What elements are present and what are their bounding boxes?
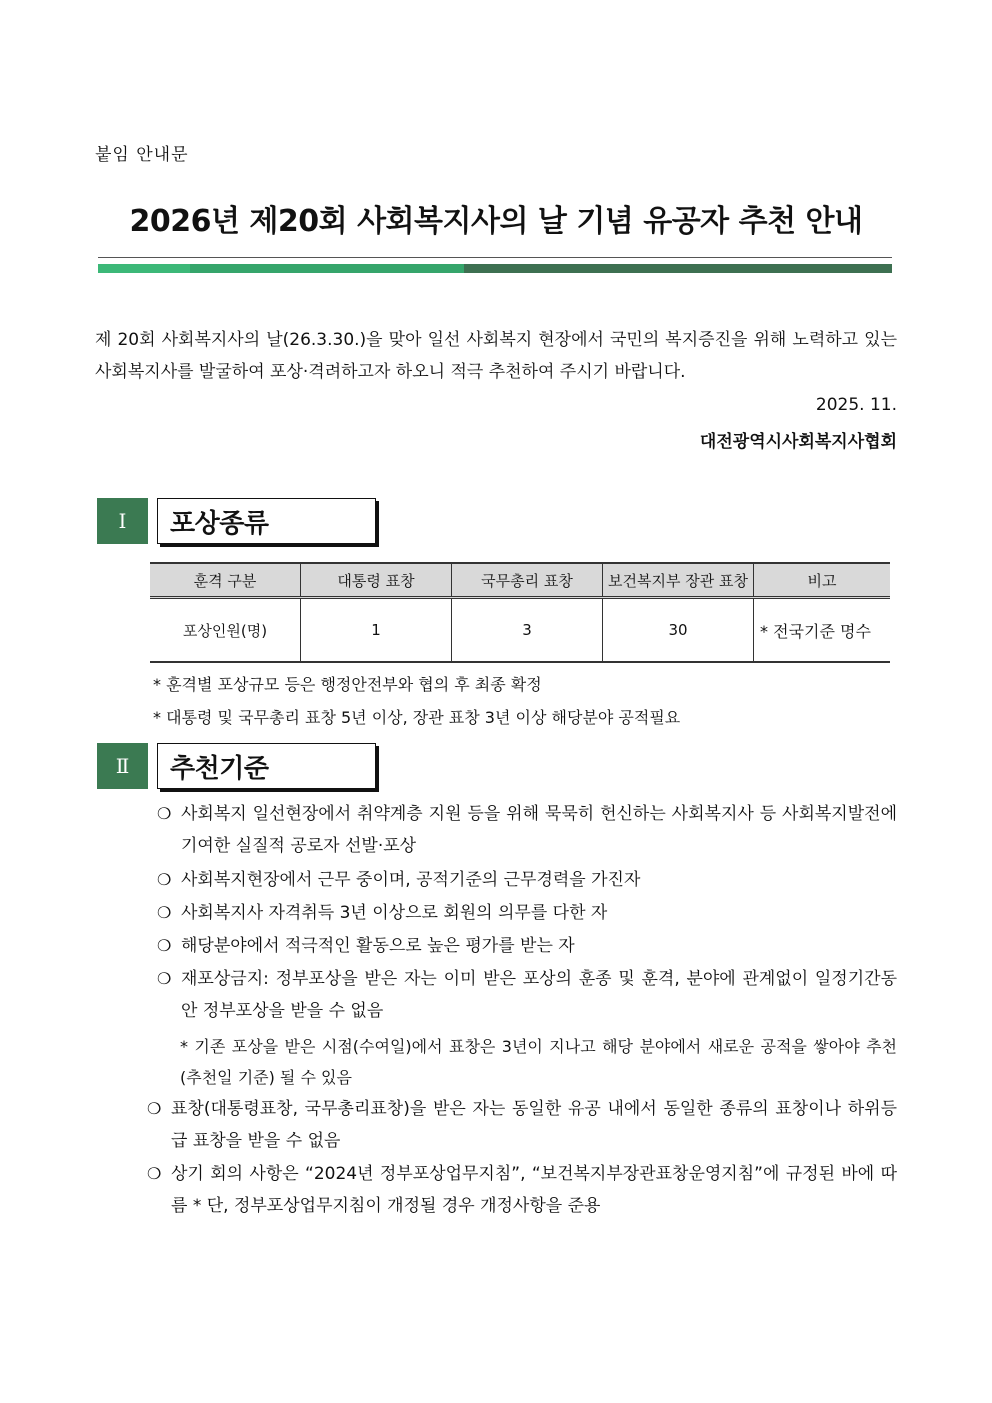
circle-bullet-icon: ❍ [157,870,172,889]
circle-bullet-icon: ❍ [157,936,172,955]
circle-bullet-icon: ❍ [157,804,172,823]
organization-name: 대전광역시사회복지사협회 [699,432,897,452]
issue-date: 2025. 11. [815,395,897,415]
circle-bullet-icon: ❍ [157,969,172,988]
section-2-number: Ⅱ [97,743,148,789]
section-1-note: * 훈격별 포상규모 등은 행정안전부와 협의 후 최종 확정 [153,675,542,694]
title-bar-light [98,264,190,273]
table-cell: 포상인원(명) [150,598,301,663]
list-item: ❍ 사회복지 일선현장에서 취약계층 지원 등을 위해 묵묵히 헌신하는 사회복지사 등 사회복지발전에 기여한 실질적 공로자 선발·포상 [157,798,897,862]
section-1-title: 포상종류 [157,498,376,544]
section-1-note: * 대통령 및 국무총리 표창 5년 이상, 장관 표창 3년 이상 해당분야 공적필요 [153,708,681,727]
list-item: ❍ 사회복지현장에서 근무 중이며, 공적기준의 근무경력을 가진자 [157,864,897,896]
section-2-title: 추천기준 [157,743,376,789]
table-header-cell: 비고 [754,563,891,598]
list-item: ❍ 해당분야에서 적극적인 활동으로 높은 평가를 받는 자 [157,930,897,962]
attachment-label: 붙임 안내문 [95,145,189,165]
intro-paragraph: 제 20회 사회복지사의 날(26.3.30.)을 맞아 일선 사회복지 현장에서 국민의 복지증진을 위해 노력하고 있는 사회복지사를 발굴하여 포상·격려하고자 하오니 적극 추천하여 주시기 바랍니다. [95,330,897,382]
circle-bullet-icon: ❍ [147,1099,162,1118]
table-header-row [150,563,890,598]
table-cell: 1 [301,598,452,663]
circle-bullet-icon: ❍ [147,1164,162,1183]
list-item: ❍ 상기 회의 사항은 “2024년 정부포상업무지침”, “보건복지부장관표창운영지침”에 규정된 바에 따름 * 단, 정부포상업무지침이 개정될 경우 개정사항을 준용 [147,1158,897,1222]
list-item: ❍ 표창(대통령표창, 국무총리표창)을 받은 자는 동일한 유공 내에서 동일한 종류의 표창이나 하위등급 표창을 받을 수 없음 [147,1093,897,1157]
table-header-cell: 훈격 구분 [150,563,301,598]
title-bar-dark [464,264,892,273]
table-header-cell: 국무총리 표창 [452,563,603,598]
title-divider [98,257,892,258]
table-header-cell: 보건복지부 장관 표창 [603,563,754,598]
table-cell: * 전국기준 명수 [754,598,891,663]
section-1-number: Ⅰ [97,498,148,544]
table-cell: 3 [452,598,603,663]
table-cell: 30 [603,598,754,663]
table-header-cell: 대통령 표창 [301,563,452,598]
award-table [150,562,890,663]
circle-bullet-icon: ❍ [157,903,172,922]
title-bar-mid [190,264,464,273]
list-item: ❍ 재포상금지: 정부포상을 받은 자는 이미 받은 포상의 훈종 및 훈격, 분야에 관계없이 일정기간동안 정부포상을 받을 수 없음 [157,963,897,1027]
table-row [150,598,890,663]
sub-note: * 기존 포상을 받은 시점(수여일)에서 표창은 3년이 지나고 해당 분야에서 새로운 공적을 쌓아야 추천(추천일 기준) 될 수 있음 [180,1037,897,1087]
list-item: ❍ 사회복지사 자격취득 3년 이상으로 회원의 의무를 다한 자 [157,897,897,929]
page-title: 2026년 제20회 사회복지사의 날 기념 유공자 추천 안내 [129,204,863,239]
